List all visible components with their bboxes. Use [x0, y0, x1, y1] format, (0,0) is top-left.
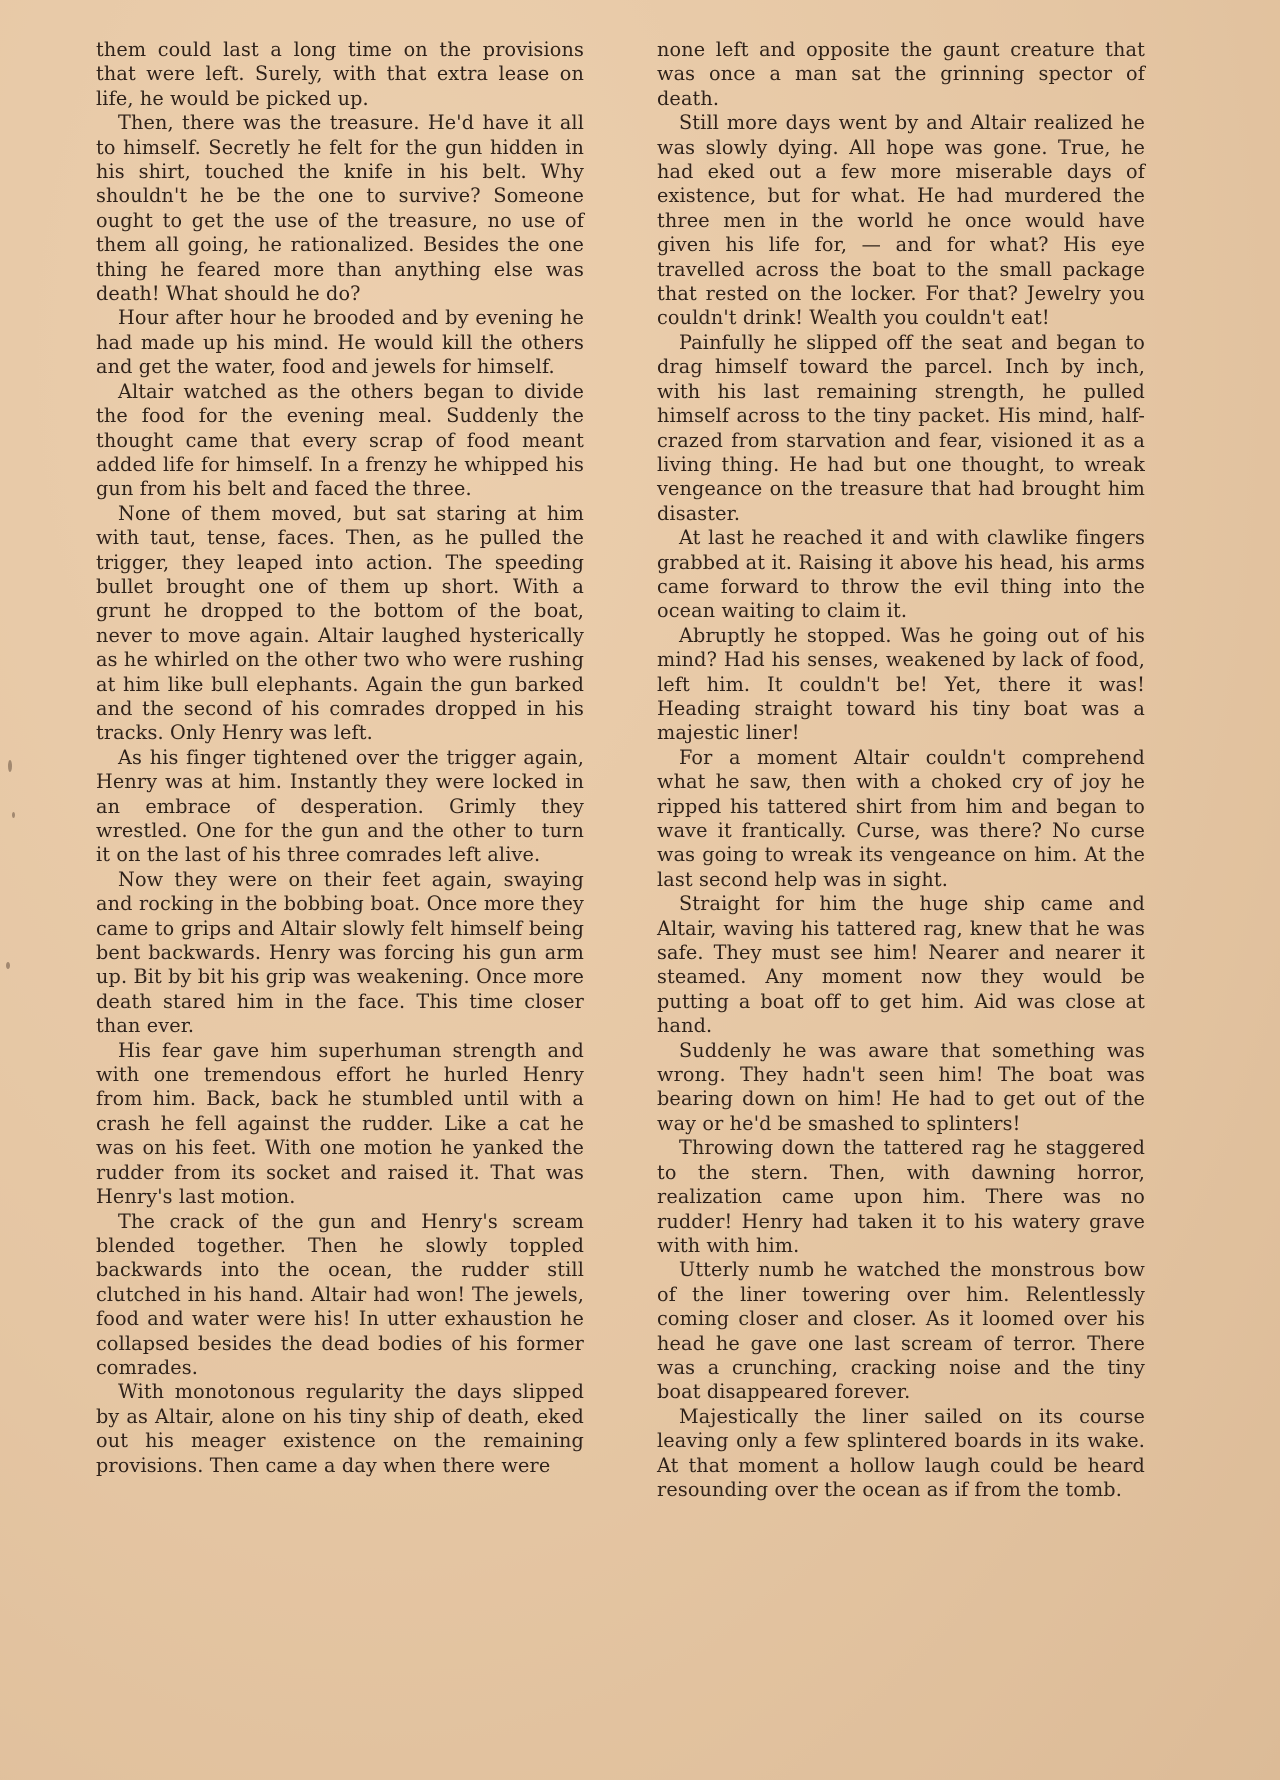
paragraph: Suddenly he was aware that something was wrong. They hadn't seen him! The boat was bearing down on him! He had to get out of the way or he'd be smashed to splinters!	[657, 1038, 1145, 1135]
paragraph: As his finger tightened over the trigger again, Henry was at him. Instantly they were locked in an embrace of desperation. Grimly they wrestled. One for the gun and the other to turn it on the last of his three comrades left alive.	[96, 745, 584, 867]
paper-speck	[8, 760, 12, 772]
paragraph: Still more days went by and Altair realized he was slowly dying. All hope was gone. True, he had eked out a few more miserable days of existence, but for what. He had murdered the three men in the world he once would have given his life for, — and for what? His eye travelled across the boat to the small package that rested on the locker. For that? Jewelry you couldn't drink! Wealth you couldn't eat!	[657, 111, 1145, 330]
paper-speck	[12, 812, 15, 818]
paragraph: The crack of the gun and Henry's scream blended together. Then he slowly toppled backwards into the ocean, the rudder still clutched in his hand. Altair had won! The jewels, food and water were his! In utter exhaustion he collapsed besides the dead bodies of his former comrades.	[96, 1209, 584, 1379]
paragraph: Abruptly he stopped. Was he going out of his mind? Had his senses, weakened by lack of food, left him. It couldn't be! Yet, there it was! Heading straight toward his tiny boat was a majestic liner!	[657, 623, 1145, 745]
text-column-left	[96, 38, 584, 1478]
paragraph: Hour after hour he brooded and by evening he had made up his mind. He would kill the others and get the water, food and jewels for himself.	[96, 306, 584, 379]
paragraph: them could last a long time on the provisions that were left. Surely, with that extra lease on life, he would be picked up.	[96, 38, 584, 110]
paragraph: With monotonous regularity the days slipped by as Altair, alone on his tiny ship of death, eked out his meager existence on the remaining provisions. Then came a day when there were	[96, 1380, 584, 1477]
paragraph: Painfully he slipped off the seat and began to drag himself toward the parcel. Inch by inch, with his last remaining strength, he pulled himself across to the tiny packet. His mind, half-crazed from starvation and fear, visioned it as a living thing. He had but one thought, to wreak vengeance on the treasure that had brought him disaster.	[657, 330, 1145, 525]
paper-speck	[6, 962, 10, 969]
paragraph: Throwing down the tattered rag he staggered to the stern. Then, with dawning horror, realization came upon him. There was no rudder! Henry had taken it to his watery grave with with him.	[657, 1136, 1145, 1257]
paragraph: Altair watched as the others began to divide the food for the evening meal. Suddenly the thought came that every scrap of food meant added life for himself. In a frenzy he whipped his gun from his belt and faced the three.	[96, 379, 584, 501]
paragraph: Now they were on their feet again, swaying and rocking in the bobbing boat. Once more they came to grips and Altair slowly felt himself being bent backwards. Henry was forcing his gun arm up. Bit by bit his grip was weakening. Once more death stared him in the face. This time closer than ever.	[96, 867, 584, 1038]
paragraph: Then, there was the treasure. He'd have it all to himself. Secretly he felt for the gun hidden in his shirt, touched the knife in his belt. Why shouldn't he be the one to survive? Someone ought to get the use of the treasure, no use of them all going, he rationalized. Besides the one thing he feared more than anything else was death! What should he do?	[96, 111, 584, 306]
paragraph: His fear gave him superhuman strength and with one tremendous effort he hurled Henry from him. Back, back he stumbled until with a crash he fell against the rudder. Like a cat he was on his feet. With one motion he yanked the rudder from its socket and raised it. That was Henry's last motion.	[96, 1038, 584, 1209]
text-column-right	[657, 38, 1145, 1502]
paragraph: Straight for him the huge ship came and Altair, waving his tattered rag, knew that he was safe. They must see him! Nearer and nearer it steamed. Any moment now they would be putting a boat off to get him. Aid was close at hand.	[657, 892, 1145, 1038]
paragraph: none left and opposite the gaunt creature that was once a man sat the grinning spector of death.	[657, 38, 1145, 110]
paragraph: None of them moved, but sat staring at him with taut, tense, faces. Then, as he pulled the trigger, they leaped into action. The speeding bullet brought one of them up short. With a grunt he dropped to the bottom of the boat, never to move again. Altair laughed hysterically as he whirled on the other two who were rushing at him like bull elephants. Again the gun barked and the second of his comrades dropped in his tracks. Only Henry was left.	[96, 501, 584, 745]
paragraph: Majestically the liner sailed on its course leaving only a few splintered boards in its wake. At that moment a hollow laugh could be heard resounding over the ocean as if from the tomb.	[657, 1404, 1145, 1501]
paragraph: At last he reached it and with clawlike fingers grabbed at it. Raising it above his head, his arms came forward to throw the evil thing into the ocean waiting to claim it.	[657, 526, 1145, 623]
paragraph: Utterly numb he watched the monstrous bow of the liner towering over him. Relentlessly coming closer and closer. As it loomed over his head he gave one last scream of terror. There was a crunching, cracking noise and the tiny boat disappeared forever.	[657, 1258, 1145, 1404]
paragraph: For a moment Altair couldn't comprehend what he saw, then with a choked cry of joy he ripped his tattered shirt from him and began to wave it frantically. Curse, was there? No curse was going to wreak its vengeance on him. At the last second help was in sight.	[657, 745, 1145, 891]
